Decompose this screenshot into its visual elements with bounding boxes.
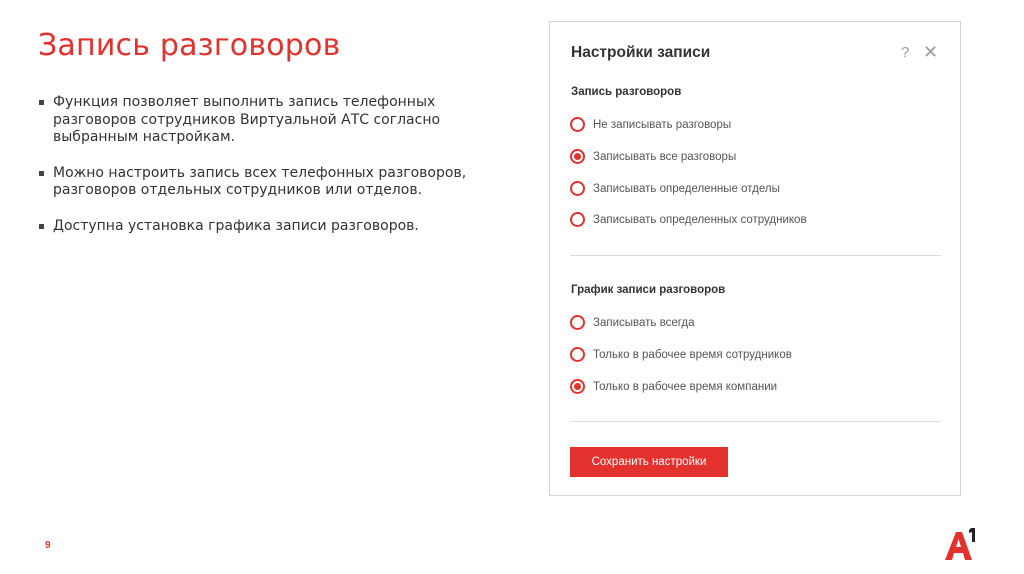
radio-record-always[interactable] — [570, 315, 695, 330]
radio-label: Записывать все разговоры — [593, 150, 737, 163]
radio-button[interactable] — [570, 212, 585, 227]
recording-settings-dialog — [549, 21, 961, 496]
radio-label: Записывать определенные отделы — [593, 182, 780, 195]
radio-button[interactable] — [570, 347, 585, 362]
radio-label: Записывать определенных сотрудников — [593, 213, 807, 226]
page-number: 9 — [45, 540, 51, 551]
radio-record-all[interactable] — [570, 149, 736, 164]
radio-button[interactable] — [570, 117, 585, 132]
bullet-item: Функция позволяет выполнить запись телефонных разговоров сотрудников Виртуальной АТС согласно выбранным настройкам. — [38, 94, 478, 147]
radio-company-hours[interactable] — [570, 379, 777, 394]
radio-label: Не записывать разговоры — [593, 118, 732, 131]
radio-button[interactable] — [570, 315, 585, 330]
radio-employee-hours[interactable] — [570, 347, 792, 362]
bullet-item: Можно настроить запись всех телефонных разговоров, разговоров отдельных сотрудников или отделов. — [38, 165, 478, 200]
radio-record-departments[interactable] — [570, 181, 780, 196]
radio-button[interactable] — [570, 181, 585, 196]
radio-label: Только в рабочее время компании — [593, 380, 778, 393]
radio-button[interactable] — [570, 379, 585, 394]
radio-label: Только в рабочее время сотрудников — [593, 348, 792, 361]
slide-title: Запись разговоров — [38, 28, 341, 63]
dialog-title: Настройки записи — [571, 44, 711, 61]
close-icon[interactable]: ✕ — [923, 42, 939, 62]
radio-button[interactable] — [570, 149, 585, 164]
divider — [570, 421, 941, 422]
bullet-item: Доступна установка графика записи разговоров. — [38, 218, 478, 236]
divider — [570, 255, 941, 256]
help-icon[interactable]: ? — [901, 44, 910, 61]
schedule-section-label: График записи разговоров — [571, 284, 726, 296]
bullet-list — [38, 94, 478, 253]
a1-logo-icon — [944, 526, 980, 562]
radio-no-recording[interactable] — [570, 117, 731, 132]
recording-section-label: Запись разговоров — [571, 86, 682, 98]
radio-record-employees[interactable] — [570, 212, 807, 227]
radio-label: Записывать всегда — [593, 316, 695, 329]
save-settings-button[interactable]: Сохранить настройки — [570, 447, 728, 477]
